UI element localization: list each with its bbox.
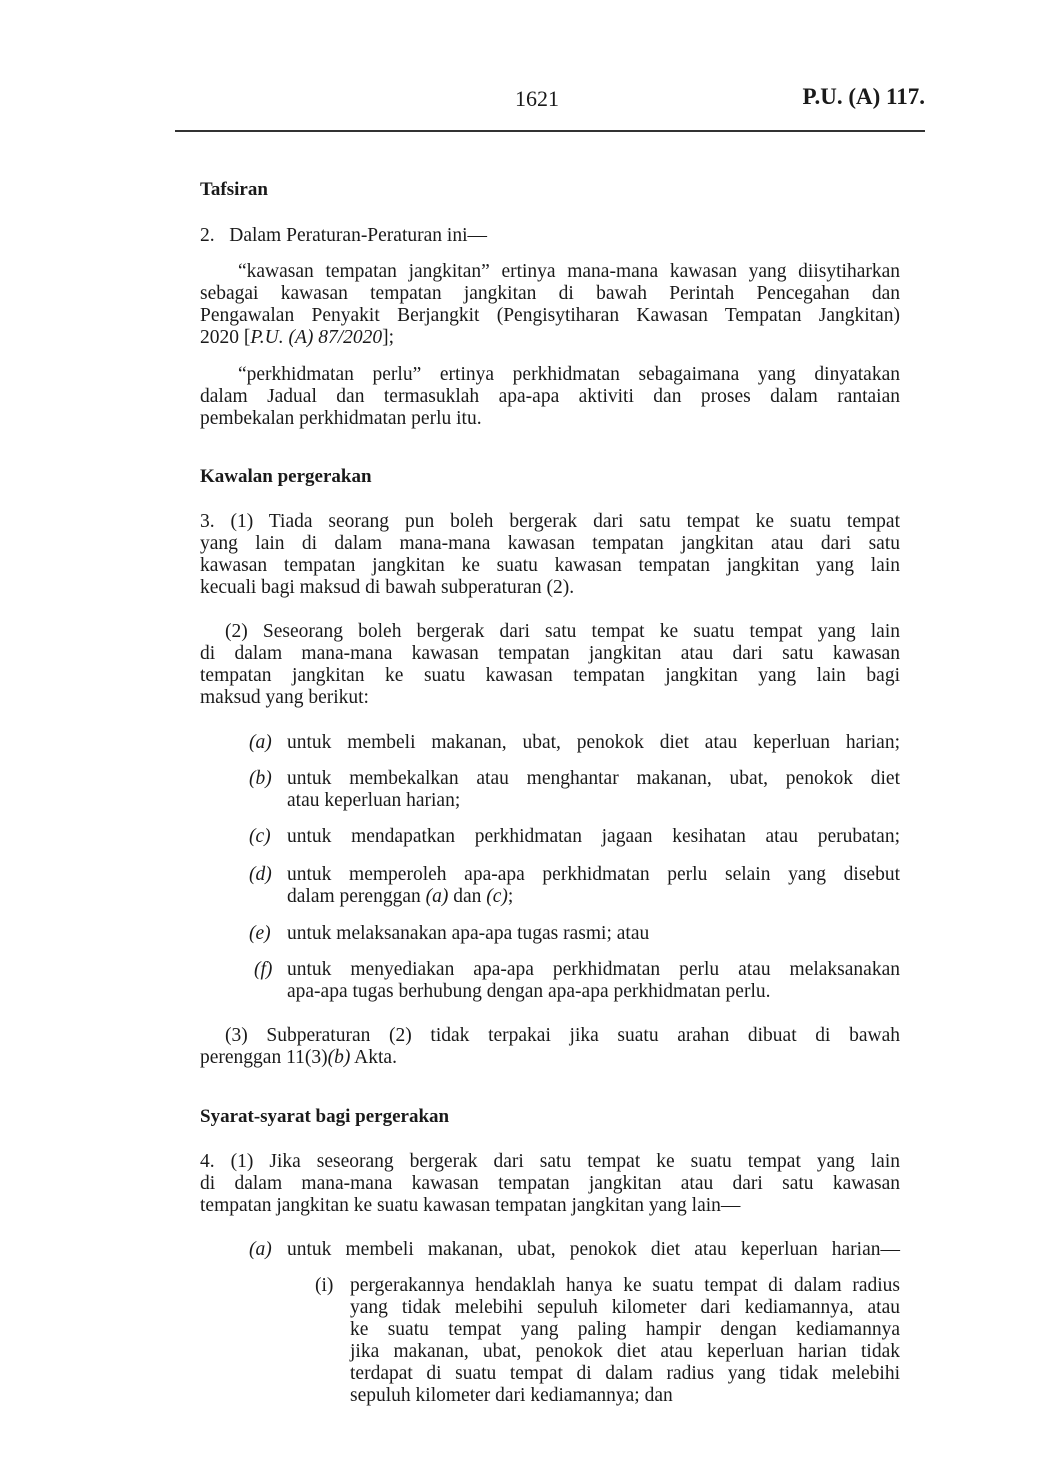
- item-label: (a): [249, 1239, 272, 1260]
- item-line: atau keperluan harian;: [287, 790, 461, 811]
- paragraph-line: (2) Seseorang boleh bergerak dari satu tempat ke suatu tempat yang lain: [225, 621, 900, 642]
- item-line: untuk membekalkan atau menghantar makanan, ubat, penokok diet: [287, 768, 900, 789]
- paragraph-line: tempatan jangkitan ke suatu kawasan tempatan jangkitan yang lain bagi: [200, 665, 900, 686]
- text: ];: [382, 327, 395, 348]
- subitem-label: (i): [315, 1275, 334, 1296]
- paragraph-line: (3) Subperaturan (2) tidak terpakai jika suatu arahan dibuat di bawah: [225, 1025, 900, 1046]
- item-line: untuk membeli makanan, ubat, penokok diet atau keperluan harian—: [287, 1239, 900, 1260]
- header-divider: [175, 130, 925, 132]
- paragraph-line: [200, 1047, 397, 1069]
- definition-line: “kawasan tempatan jangkitan” ertinya mana-mana kawasan yang diisytiharkan: [238, 261, 900, 282]
- text: dan: [448, 886, 487, 907]
- paragraph-line: di dalam mana-mana kawasan tempatan jangkitan atau dari satu kawasan: [200, 643, 900, 664]
- definition-line: “perkhidmatan perlu” ertinya perkhidmatan sebagaimana yang dinyatakan: [238, 364, 900, 385]
- item-label: (f): [254, 959, 273, 980]
- text: dalam perenggan: [287, 886, 426, 907]
- subitem-line: sepuluh kilometer dari kediamannya; dan: [350, 1385, 673, 1406]
- item-label: (d): [249, 864, 272, 885]
- item-line: untuk menyediakan apa-apa perkhidmatan perlu atau melaksanakan: [287, 959, 900, 980]
- paragraph-line: kawasan tempatan jangkitan ke suatu kawasan tempatan jangkitan yang lain: [200, 555, 900, 576]
- definition-line: sebagai kawasan tempatan jangkitan di bawah Perintah Pencegahan dan: [200, 283, 900, 304]
- item-label: (a): [249, 732, 272, 753]
- citation: P.U. (A) 87/2020: [250, 327, 383, 348]
- item-line: [287, 886, 513, 908]
- paragraph-line: tempatan jangkitan ke suatu kawasan tempatan jangkitan yang lain—: [200, 1195, 741, 1216]
- definition-line: [200, 327, 394, 349]
- paragraph-ref: (c): [486, 886, 508, 907]
- item-line: apa-apa tugas berhubung dengan apa-apa perkhidmatan perlu.: [287, 981, 771, 1002]
- item-label: (c): [249, 826, 271, 847]
- text: ;: [507, 886, 514, 907]
- paragraph-line: maksud yang berikut:: [200, 687, 369, 708]
- item-line: untuk memperoleh apa-apa perkhidmatan perlu selain yang disebut: [287, 864, 900, 885]
- paragraph-line: 3. (1) Tiada seorang pun boleh bergerak dari satu tempat ke suatu tempat: [200, 511, 900, 532]
- definition-line: dalam Jadual dan termasuklah apa-apa aktiviti dan proses dalam rantaian: [200, 386, 900, 407]
- text: Akta.: [350, 1047, 397, 1068]
- item-label: (e): [249, 923, 271, 944]
- paragraph-line: kecuali bagi maksud di bawah subperaturan (2).: [200, 577, 575, 598]
- section-heading-tafsiran: Tafsiran: [200, 179, 268, 200]
- subitem-line: yang tidak melebihi sepuluh kilometer dari kediamannya, atau: [350, 1297, 900, 1318]
- paragraph-ref: (b): [327, 1047, 351, 1068]
- subitem-line: pergerakannya hendaklah hanya ke suatu tempat di dalam radius: [350, 1275, 900, 1296]
- section-heading-kawalan: Kawalan pergerakan: [200, 466, 372, 487]
- paragraph-line: 4. (1) Jika seseorang bergerak dari satu tempat ke suatu tempat yang lain: [200, 1151, 900, 1172]
- section-heading-syarat: Syarat-syarat bagi pergerakan: [200, 1106, 450, 1127]
- item-line: untuk mendapatkan perkhidmatan jagaan kesihatan atau perubatan;: [287, 826, 900, 847]
- text: perenggan 11(3): [200, 1047, 328, 1068]
- subitem-line: ke suatu tempat yang paling hampir dengan kediamannya: [350, 1319, 900, 1340]
- item-line: untuk membeli makanan, ubat, penokok diet atau keperluan harian;: [287, 732, 900, 753]
- page-number: 1621: [515, 86, 559, 111]
- item-label: (b): [249, 768, 272, 789]
- definition-line: pembekalan perkhidmatan perlu itu.: [200, 408, 482, 429]
- text: 2020 [: [200, 327, 251, 348]
- gazette-reference: P.U. (A) 117.: [802, 84, 925, 109]
- definition-line: Pengawalan Penyakit Berjangkit (Pengisytiharan Kawasan Tempatan Jangkitan): [200, 305, 900, 326]
- item-line: untuk melaksanakan apa-apa tugas rasmi; atau: [287, 923, 650, 944]
- paragraph-ref: (a): [425, 886, 449, 907]
- paragraph-line: yang lain di dalam mana-mana kawasan tempatan jangkitan atau dari satu: [200, 533, 900, 554]
- subitem-line: terdapat di suatu tempat di dalam radius yang tidak melebihi: [350, 1363, 900, 1384]
- subitem-line: jika makanan, ubat, penokok diet atau keperluan harian tidak: [350, 1341, 900, 1362]
- paragraph-line: di dalam mana-mana kawasan tempatan jangkitan atau dari satu kawasan: [200, 1173, 900, 1194]
- regulation-2-intro: 2. Dalam Peraturan-Peraturan ini—: [200, 225, 487, 246]
